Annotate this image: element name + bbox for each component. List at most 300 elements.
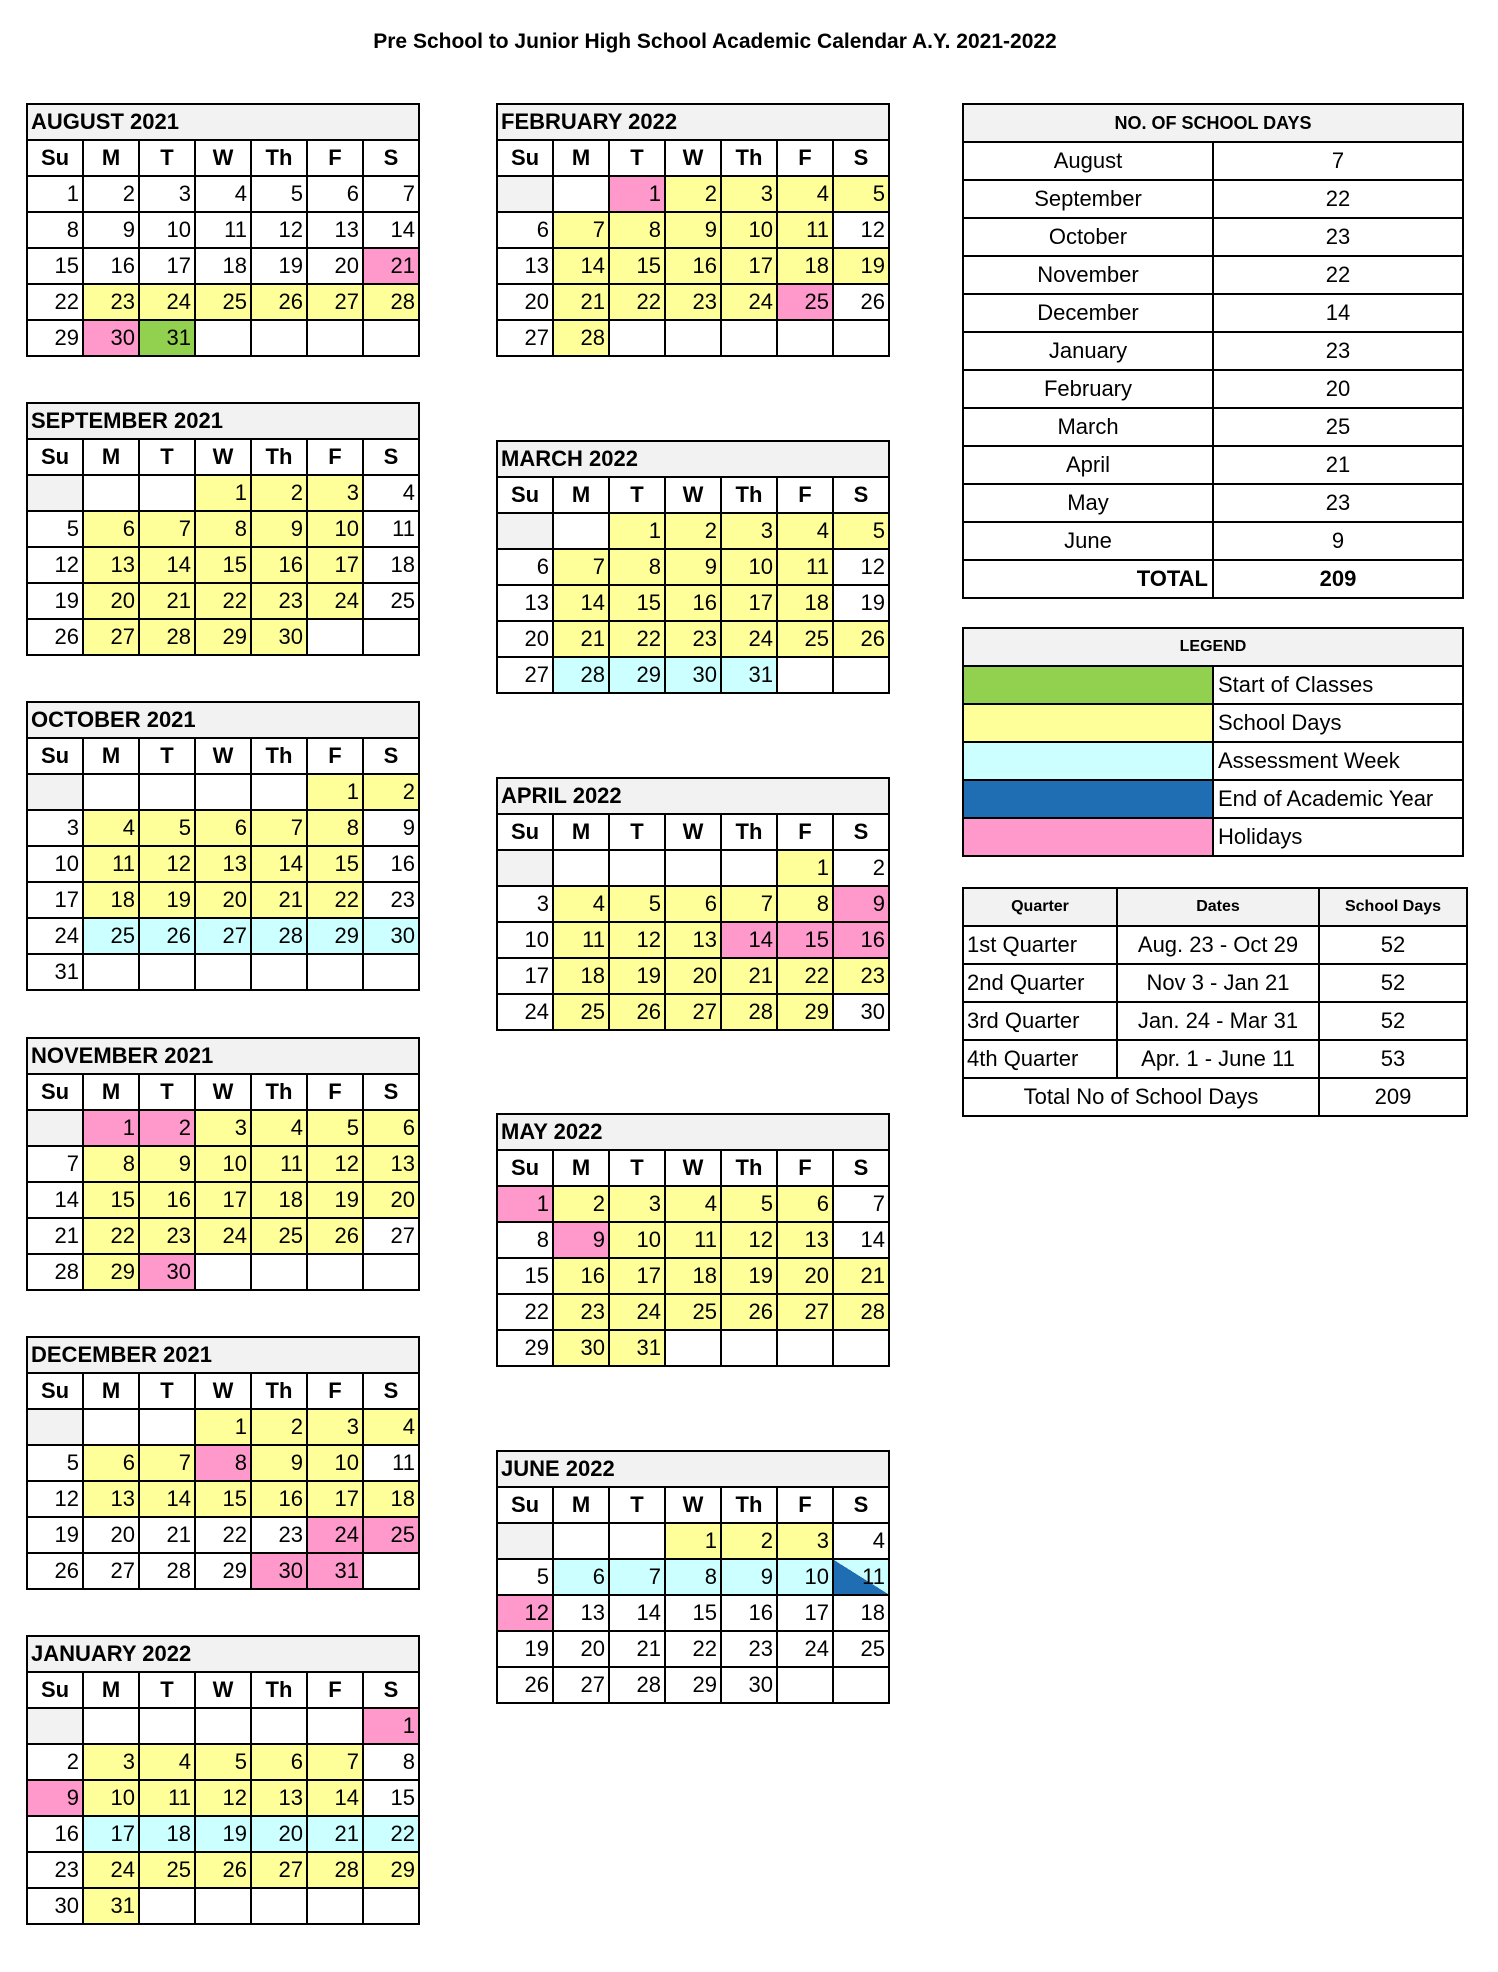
day-cell: 22 [497, 1294, 553, 1330]
weekday-header: S [363, 439, 419, 475]
day-cell: 19 [833, 585, 889, 621]
day-cell: 27 [251, 1852, 307, 1888]
day-cell: 12 [497, 1595, 553, 1631]
day-cell: 13 [497, 248, 553, 284]
day-cell: 27 [553, 1667, 609, 1703]
day-cell: 2 [553, 1186, 609, 1222]
day-cell: 14 [721, 922, 777, 958]
empty-cell [497, 1523, 553, 1559]
day-cell: 14 [307, 1780, 363, 1816]
legend-swatch [963, 742, 1213, 780]
month-title: AUGUST 2021 [27, 104, 419, 140]
day-cell: 13 [83, 547, 139, 583]
day-cell: 14 [553, 585, 609, 621]
day-cell: 11 [777, 549, 833, 585]
weekday-header: Su [497, 477, 553, 513]
month-name: September [963, 180, 1213, 218]
day-cell: 23 [139, 1218, 195, 1254]
day-cell: 26 [721, 1294, 777, 1330]
weekday-header: F [777, 1487, 833, 1523]
weekday-header: F [307, 738, 363, 774]
month-name: October [963, 218, 1213, 256]
quarter-dates: Apr. 1 - June 11 [1117, 1040, 1319, 1078]
day-cell: 25 [363, 1517, 419, 1553]
empty-cell [139, 954, 195, 990]
day-cell: 5 [195, 1744, 251, 1780]
day-cell: 12 [721, 1222, 777, 1258]
legend-label: Holidays [1213, 818, 1463, 856]
weekday-header: W [665, 477, 721, 513]
day-cell: 12 [139, 846, 195, 882]
weekday-header: Su [497, 1150, 553, 1186]
empty-cell [27, 1708, 83, 1744]
day-cell: 20 [497, 284, 553, 320]
weekday-header: Th [721, 1150, 777, 1186]
day-cell: 24 [27, 918, 83, 954]
month-days: 23 [1213, 218, 1463, 256]
weekday-header: M [553, 1487, 609, 1523]
day-cell: 27 [83, 1553, 139, 1589]
day-cell: 31 [609, 1330, 665, 1366]
day-cell: 27 [497, 320, 553, 356]
day-cell: 10 [307, 1445, 363, 1481]
day-cell: 5 [609, 886, 665, 922]
calendar-3 [26, 1037, 420, 1291]
empty-cell [553, 1523, 609, 1559]
day-cell: 29 [307, 918, 363, 954]
weekday-header: S [363, 1373, 419, 1409]
total-value: 209 [1213, 560, 1463, 598]
day-cell: 29 [363, 1852, 419, 1888]
weekday-header: F [307, 1074, 363, 1110]
day-cell: 7 [139, 511, 195, 547]
school-days-header: NO. OF SCHOOL DAYS [963, 104, 1463, 142]
day-cell: 8 [609, 212, 665, 248]
day-cell: 22 [777, 958, 833, 994]
day-cell: 19 [721, 1258, 777, 1294]
month-name: April [963, 446, 1213, 484]
weekday-header: W [665, 140, 721, 176]
legend-swatch [963, 666, 1213, 704]
day-cell: 12 [27, 1481, 83, 1517]
weekday-header: F [777, 140, 833, 176]
day-cell: 8 [777, 886, 833, 922]
day-cell: 4 [195, 176, 251, 212]
day-cell: 31 [721, 657, 777, 693]
weekday-header: F [307, 1672, 363, 1708]
day-cell: 13 [251, 1780, 307, 1816]
day-cell: 15 [195, 547, 251, 583]
day-cell: 6 [497, 212, 553, 248]
day-cell: 5 [833, 176, 889, 212]
day-cell: 12 [251, 212, 307, 248]
month-name: January [963, 332, 1213, 370]
day-cell: 30 [721, 1667, 777, 1703]
weekday-header: F [777, 477, 833, 513]
day-cell: 6 [553, 1559, 609, 1595]
day-cell: 16 [363, 846, 419, 882]
weekday-header: M [553, 814, 609, 850]
weekday-header: T [609, 1487, 665, 1523]
empty-cell [665, 1330, 721, 1366]
day-cell: 11 [363, 511, 419, 547]
day-cell: 20 [195, 882, 251, 918]
empty-cell [195, 954, 251, 990]
month-days: 22 [1213, 256, 1463, 294]
month-days: 25 [1213, 408, 1463, 446]
day-cell: 21 [721, 958, 777, 994]
empty-cell [83, 475, 139, 511]
month-days: 23 [1213, 332, 1463, 370]
empty-cell [497, 850, 553, 886]
weekday-header: S [363, 1074, 419, 1110]
day-cell: 24 [83, 1852, 139, 1888]
day-cell: 1 [497, 1186, 553, 1222]
calendar-7 [496, 440, 890, 694]
day-cell: 9 [553, 1222, 609, 1258]
empty-cell [139, 774, 195, 810]
quarter-dates: Nov 3 - Jan 21 [1117, 964, 1319, 1002]
day-cell: 3 [497, 886, 553, 922]
empty-cell [195, 774, 251, 810]
weekday-header: Th [721, 140, 777, 176]
weekday-header: F [777, 1150, 833, 1186]
calendar-6 [496, 103, 890, 357]
day-cell: 7 [363, 176, 419, 212]
weekday-header: S [363, 140, 419, 176]
quarter-days: 52 [1319, 1002, 1467, 1040]
day-cell: 2 [721, 1523, 777, 1559]
day-cell: 23 [83, 284, 139, 320]
day-cell: 6 [251, 1744, 307, 1780]
calendar-0 [26, 103, 420, 357]
day-cell: 16 [665, 248, 721, 284]
day-cell: 29 [195, 619, 251, 655]
empty-cell [83, 1409, 139, 1445]
day-cell: 17 [139, 248, 195, 284]
day-cell: 4 [139, 1744, 195, 1780]
day-cell: 23 [721, 1631, 777, 1667]
day-cell: 14 [363, 212, 419, 248]
month-name: November [963, 256, 1213, 294]
day-cell: 30 [251, 1553, 307, 1589]
weekday-header: M [83, 1672, 139, 1708]
weekday-header: Su [497, 1487, 553, 1523]
day-cell: 19 [27, 1517, 83, 1553]
weekday-header: Th [721, 477, 777, 513]
day-cell: 23 [251, 583, 307, 619]
day-cell: 26 [195, 1852, 251, 1888]
weekday-header: S [833, 1487, 889, 1523]
day-cell: 1 [609, 176, 665, 212]
day-cell: 10 [139, 212, 195, 248]
weekday-header: M [553, 477, 609, 513]
empty-cell [195, 1254, 251, 1290]
day-cell: 25 [83, 918, 139, 954]
month-days: 20 [1213, 370, 1463, 408]
day-cell: 5 [497, 1559, 553, 1595]
weekday-header: Th [721, 814, 777, 850]
day-cell: 5 [139, 810, 195, 846]
empty-cell [27, 1110, 83, 1146]
empty-cell [363, 619, 419, 655]
day-cell: 25 [553, 994, 609, 1030]
empty-cell [83, 954, 139, 990]
day-cell: 21 [139, 583, 195, 619]
day-cell: 2 [139, 1110, 195, 1146]
weekday-header: S [833, 140, 889, 176]
day-cell: 26 [833, 621, 889, 657]
day-cell: 27 [665, 994, 721, 1030]
day-cell: 30 [363, 918, 419, 954]
day-cell: 27 [307, 284, 363, 320]
school-days-table [962, 103, 1464, 599]
day-cell: 4 [777, 513, 833, 549]
month-name: August [963, 142, 1213, 180]
day-cell: 31 [83, 1888, 139, 1924]
day-cell: 20 [497, 621, 553, 657]
empty-cell [195, 320, 251, 356]
legend-label: Assessment Week [1213, 742, 1463, 780]
weekday-header: S [833, 477, 889, 513]
weekday-header: W [195, 140, 251, 176]
day-cell: 26 [833, 284, 889, 320]
month-title: DECEMBER 2021 [27, 1337, 419, 1373]
empty-cell [307, 1888, 363, 1924]
day-cell: 10 [27, 846, 83, 882]
weekday-header: T [139, 1074, 195, 1110]
day-cell: 6 [665, 886, 721, 922]
day-cell: 15 [307, 846, 363, 882]
day-cell: 11 [83, 846, 139, 882]
day-cell: 22 [609, 621, 665, 657]
empty-cell [307, 1254, 363, 1290]
quarter-days: 52 [1319, 964, 1467, 1002]
month-name: June [963, 522, 1213, 560]
day-cell: 25 [251, 1218, 307, 1254]
day-cell: 3 [609, 1186, 665, 1222]
weekday-header: T [609, 814, 665, 850]
day-cell: 23 [363, 882, 419, 918]
day-cell: 28 [833, 1294, 889, 1330]
day-cell: 9 [251, 511, 307, 547]
day-cell: 16 [721, 1595, 777, 1631]
day-cell: 21 [307, 1816, 363, 1852]
day-cell: 16 [553, 1258, 609, 1294]
day-cell: 16 [83, 248, 139, 284]
empty-cell [609, 1523, 665, 1559]
day-cell: 19 [195, 1816, 251, 1852]
day-cell: 24 [139, 284, 195, 320]
day-cell: 31 [27, 954, 83, 990]
empty-cell [27, 1409, 83, 1445]
weekday-header: T [609, 140, 665, 176]
day-cell: 8 [307, 810, 363, 846]
day-cell: 2 [665, 176, 721, 212]
day-cell: 23 [665, 621, 721, 657]
day-cell: 15 [363, 1780, 419, 1816]
day-cell: 1 [665, 1523, 721, 1559]
weekday-header: W [665, 1150, 721, 1186]
day-cell: 19 [609, 958, 665, 994]
calendar-1 [26, 402, 420, 656]
empty-cell [721, 850, 777, 886]
day-cell: 26 [27, 1553, 83, 1589]
empty-cell [833, 1330, 889, 1366]
day-cell: 3 [307, 1409, 363, 1445]
day-cell: 24 [721, 621, 777, 657]
month-days: 22 [1213, 180, 1463, 218]
day-cell: 4 [833, 1523, 889, 1559]
day-cell: 11 [777, 212, 833, 248]
day-cell: 24 [721, 284, 777, 320]
day-cell: 15 [609, 585, 665, 621]
day-cell: 7 [139, 1445, 195, 1481]
empty-cell [777, 657, 833, 693]
day-cell: 14 [139, 547, 195, 583]
day-cell: 18 [363, 547, 419, 583]
day-cell: 7 [27, 1146, 83, 1182]
day-cell: 5 [251, 176, 307, 212]
weekday-header: T [139, 1373, 195, 1409]
day-cell: 17 [195, 1182, 251, 1218]
day-cell: 19 [497, 1631, 553, 1667]
day-cell: 8 [27, 212, 83, 248]
empty-cell [251, 774, 307, 810]
day-cell: 16 [251, 547, 307, 583]
day-cell: 1 [307, 774, 363, 810]
quarters-total-label: Total No of School Days [963, 1078, 1319, 1116]
weekday-header: Th [251, 140, 307, 176]
day-cell: 23 [553, 1294, 609, 1330]
day-cell: 3 [777, 1523, 833, 1559]
day-cell: 13 [195, 846, 251, 882]
day-cell: 26 [609, 994, 665, 1030]
day-cell: 6 [777, 1186, 833, 1222]
empty-cell [497, 513, 553, 549]
day-cell: 18 [195, 248, 251, 284]
quarter-dates: Jan. 24 - Mar 31 [1117, 1002, 1319, 1040]
day-cell: 22 [195, 1517, 251, 1553]
total-label: TOTAL [963, 560, 1213, 598]
month-days: 23 [1213, 484, 1463, 522]
quarter-name: 2nd Quarter [963, 964, 1117, 1002]
day-cell: 15 [497, 1258, 553, 1294]
weekday-header: F [777, 814, 833, 850]
day-cell: 4 [665, 1186, 721, 1222]
quarter-name: 3rd Quarter [963, 1002, 1117, 1040]
weekday-header: W [195, 1373, 251, 1409]
day-cell: 31 [139, 320, 195, 356]
empty-cell [833, 1667, 889, 1703]
weekday-header: Su [497, 814, 553, 850]
day-cell: 26 [251, 284, 307, 320]
day-cell: 24 [497, 994, 553, 1030]
empty-cell [251, 1888, 307, 1924]
calendar-10 [496, 1450, 890, 1704]
day-cell: 8 [497, 1222, 553, 1258]
day-cell: 2 [27, 1744, 83, 1780]
day-cell: 28 [139, 1553, 195, 1589]
day-cell: 15 [609, 248, 665, 284]
day-cell: 20 [307, 248, 363, 284]
weekday-header: W [195, 1074, 251, 1110]
day-cell: 30 [27, 1888, 83, 1924]
day-cell: 7 [833, 1186, 889, 1222]
empty-cell [553, 850, 609, 886]
calendar-8 [496, 777, 890, 1031]
day-cell: 18 [665, 1258, 721, 1294]
empty-cell [251, 954, 307, 990]
empty-cell [721, 1330, 777, 1366]
day-cell: 14 [833, 1222, 889, 1258]
day-cell: 19 [251, 248, 307, 284]
empty-cell [363, 1254, 419, 1290]
day-cell: 29 [195, 1553, 251, 1589]
day-cell: 17 [307, 1481, 363, 1517]
empty-cell [833, 657, 889, 693]
day-cell: 4 [83, 810, 139, 846]
day-cell: 3 [83, 1744, 139, 1780]
day-cell: 26 [497, 1667, 553, 1703]
day-cell: 15 [83, 1182, 139, 1218]
day-cell: 17 [27, 882, 83, 918]
weekday-header: T [139, 1672, 195, 1708]
page-title: Pre School to Junior High School Academic Calendar A.Y. 2021-2022 [373, 30, 1057, 53]
day-cell: 7 [609, 1559, 665, 1595]
day-cell: 12 [307, 1146, 363, 1182]
day-cell: 12 [833, 549, 889, 585]
day-cell: 28 [139, 619, 195, 655]
legend-swatch [963, 780, 1213, 818]
day-cell: 21 [251, 882, 307, 918]
month-name: December [963, 294, 1213, 332]
day-cell: 10 [195, 1146, 251, 1182]
day-cell: 29 [497, 1330, 553, 1366]
day-cell: 21 [833, 1258, 889, 1294]
empty-cell [553, 513, 609, 549]
day-cell: 12 [609, 922, 665, 958]
weekday-header: W [665, 814, 721, 850]
day-cell: 17 [777, 1595, 833, 1631]
empty-cell [251, 320, 307, 356]
month-days: 21 [1213, 446, 1463, 484]
day-cell: 4 [363, 475, 419, 511]
empty-cell [251, 1254, 307, 1290]
day-cell: 11 [833, 1559, 889, 1595]
day-cell: 26 [139, 918, 195, 954]
day-cell: 23 [27, 1852, 83, 1888]
day-cell: 13 [497, 585, 553, 621]
day-cell: 3 [307, 475, 363, 511]
day-cell: 17 [609, 1258, 665, 1294]
day-cell: 2 [251, 475, 307, 511]
empty-cell [721, 320, 777, 356]
weekday-header: M [553, 140, 609, 176]
day-cell: 18 [363, 1481, 419, 1517]
day-cell: 30 [665, 657, 721, 693]
empty-cell [139, 1888, 195, 1924]
empty-cell [27, 475, 83, 511]
day-cell: 30 [833, 994, 889, 1030]
empty-cell [83, 774, 139, 810]
day-cell: 18 [83, 882, 139, 918]
day-cell: 11 [251, 1146, 307, 1182]
weekday-header: Th [251, 1074, 307, 1110]
day-cell: 25 [363, 583, 419, 619]
quarter-days: 53 [1319, 1040, 1467, 1078]
weekday-header: W [195, 738, 251, 774]
